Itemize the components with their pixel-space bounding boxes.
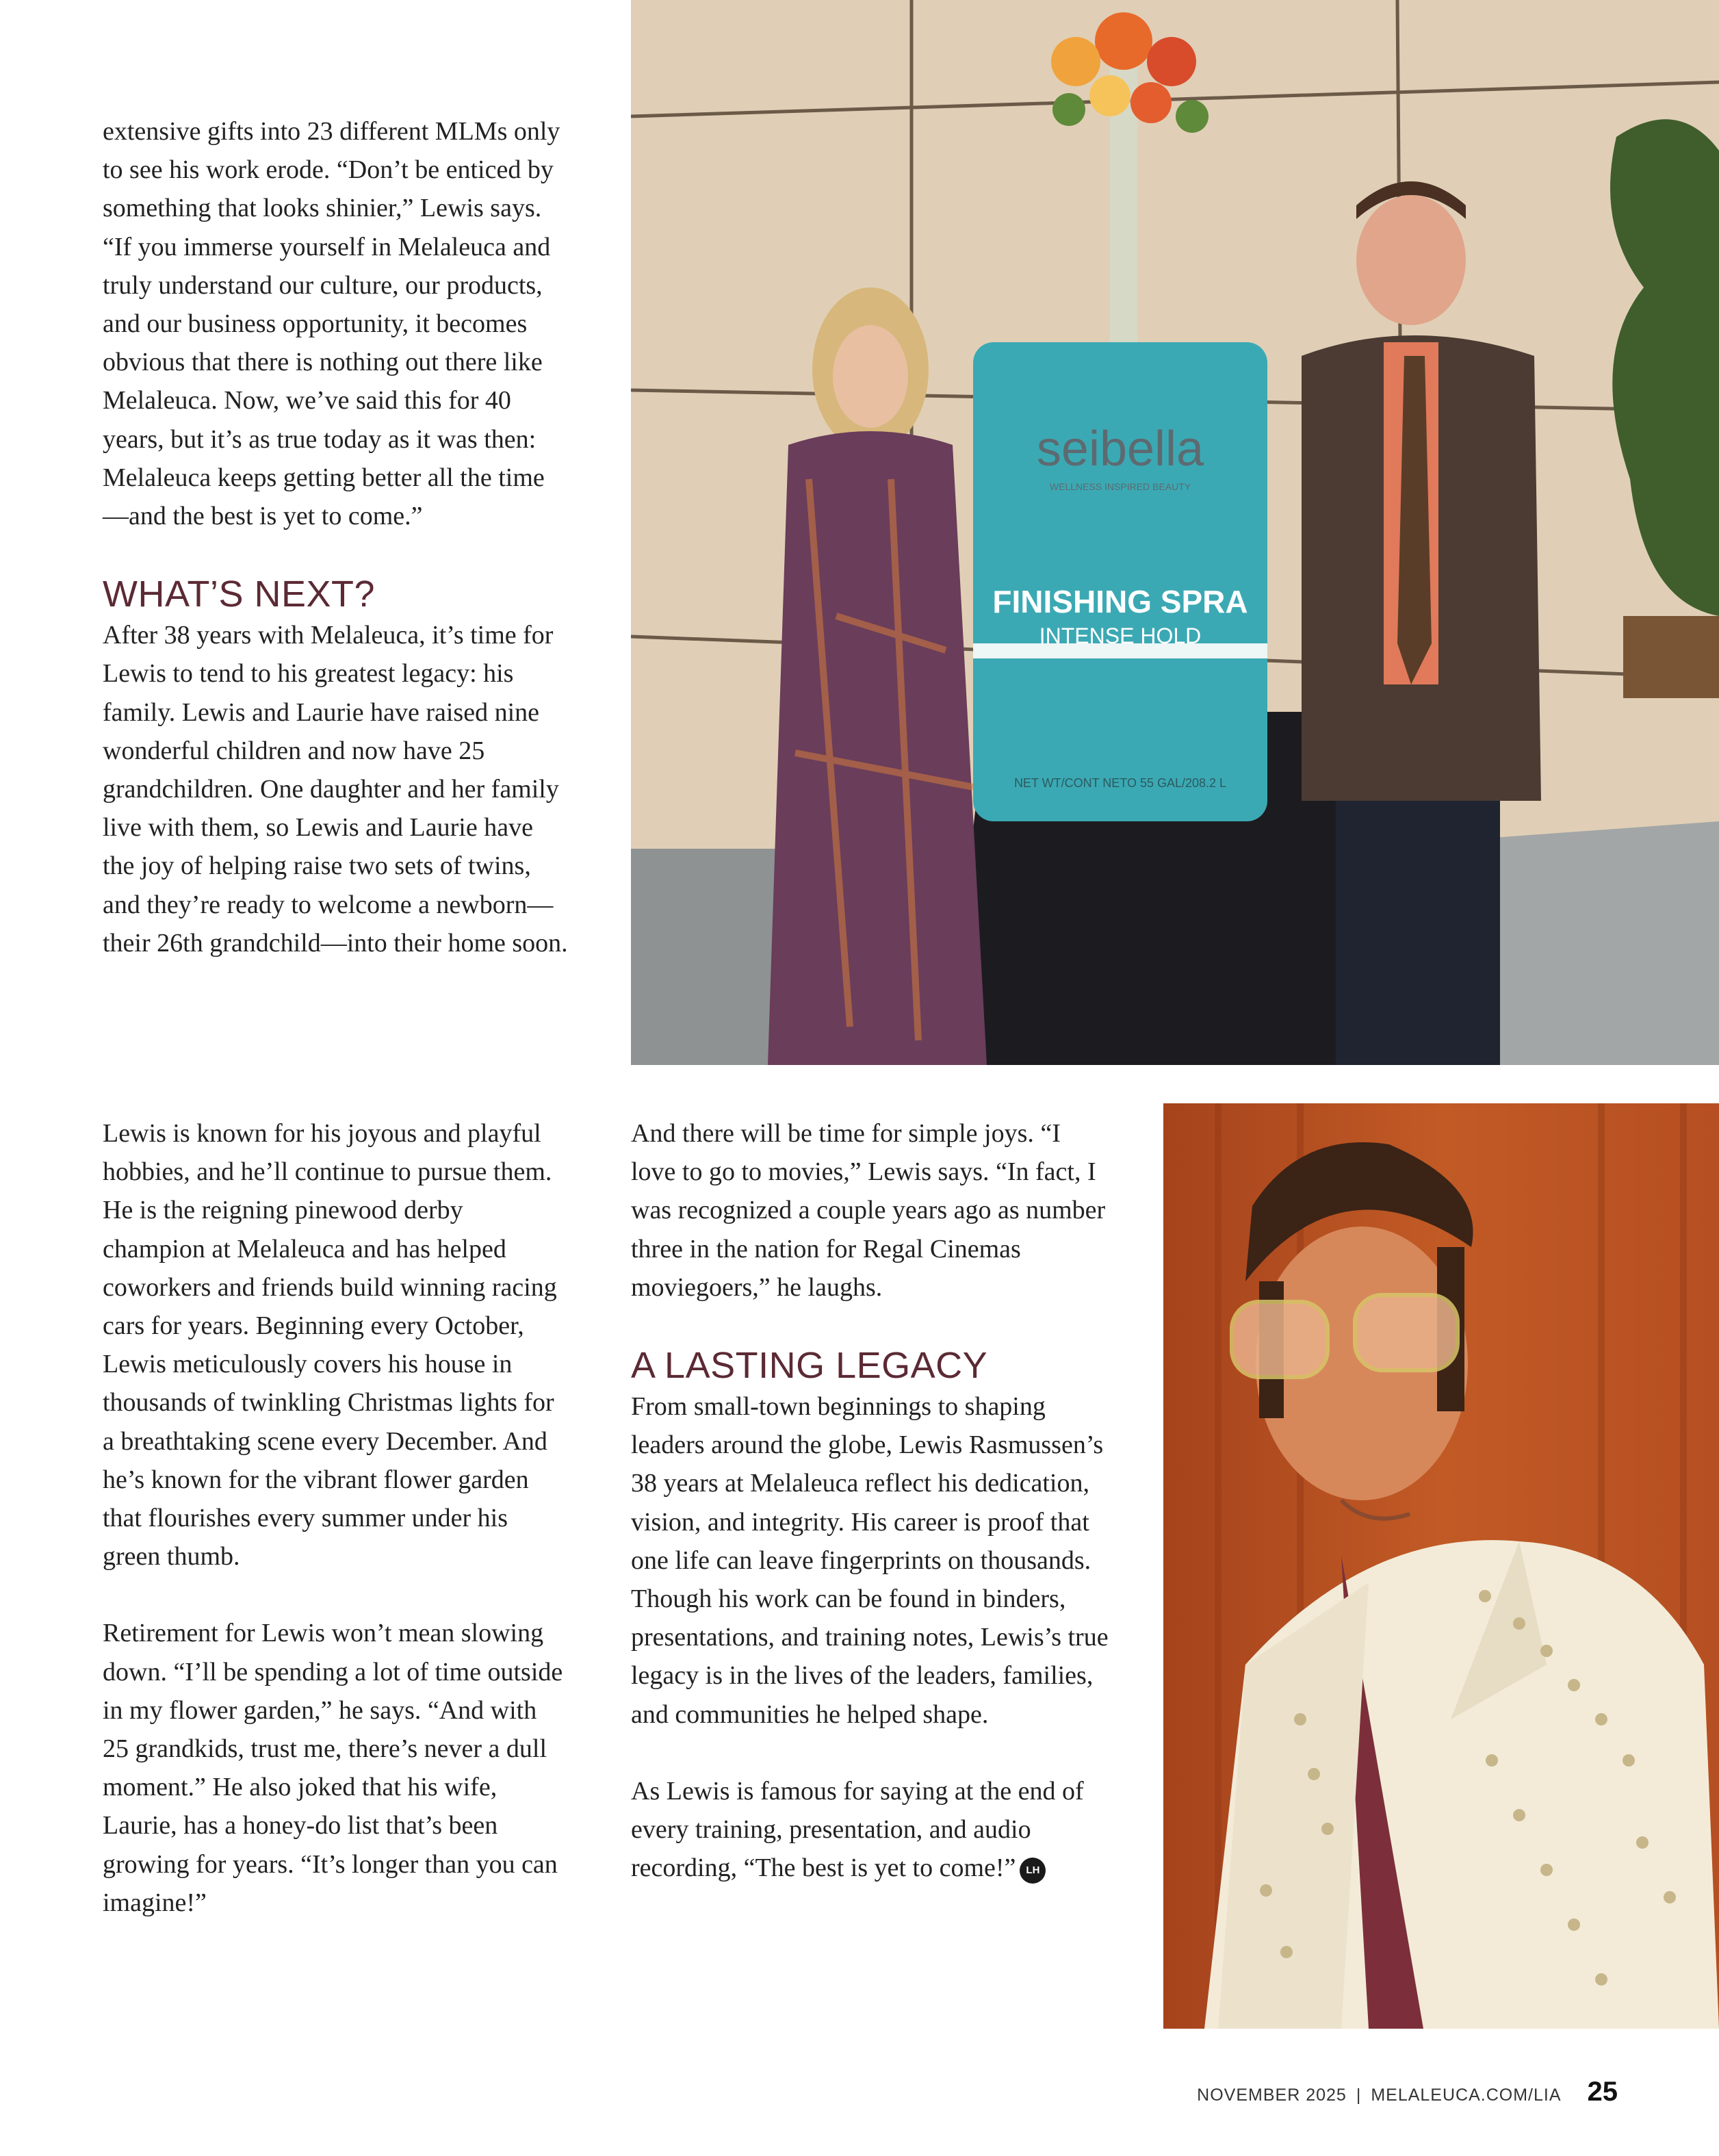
drum-subproduct-text: INTENSE HOLD xyxy=(1039,624,1202,648)
drum-brand-text: seibella xyxy=(1036,422,1204,476)
footer-issue-date: NOVEMBER 2025 xyxy=(1197,2086,1347,2105)
closing-text: As Lewis is famous for saying at the end of every training, presentation, and audio recording, “The best is yet to come!” xyxy=(631,1776,1084,1883)
end-mark-icon: LH xyxy=(1020,1858,1046,1884)
drum-weight-text: NET WT/CONT NETO 55 GAL/208.2 L xyxy=(1013,776,1227,790)
photo-elvis-illustration xyxy=(1163,1103,1719,2029)
drum-product-text: FINISHING SPRA xyxy=(992,584,1248,619)
body-paragraph: extensive gifts into 23 different MLMs only to see his work erode. “Don’t be enticed by something that looks shinier,” Lewis says. “If you immerse yourself in Melaleuca and truly understand our culture, our products, and our business opportunity, it becomes obvious that there is nothing out there like Melaleuca. Now, we’ve said this for 40 years, but it’s as true today as it was then: Melaleuca keeps getting better all the time—and the best is yet to come.” xyxy=(103,117,560,531)
body-paragraph xyxy=(631,1772,1110,1888)
drum-tagline-text: WELLNESS INSPIRED BEAUTY xyxy=(1049,481,1191,492)
page-number: 25 xyxy=(1587,2077,1618,2107)
middle-column xyxy=(631,1114,1110,1887)
left-column-bottom xyxy=(103,1114,568,1922)
page-footer xyxy=(1197,2077,1618,2107)
photo-couple-with-drum xyxy=(631,0,1719,1065)
footer-website: MELALEUCA.COM/LIA xyxy=(1371,2086,1562,2105)
body-paragraph: And there will be time for simple joys. “I love to go to movies,” Lewis says. “In fact, I was recognized a couple years ago as number three in the nation for Regal Cinemas moviegoers,” he laughs. xyxy=(631,1119,1106,1302)
section-heading-lasting-legacy: A LASTING LEGACY xyxy=(631,1345,988,1387)
photo-elvis-costume xyxy=(1163,1103,1719,2029)
body-paragraph: Lewis is known for his joyous and playful hobbies, and he’ll continue to pursue them. He is the reigning pinewood derby champion at Melaleuca and has helped coworkers and friends build winning racing cars for years. Beginning every October, Lewis meticulously covers his house in thousands of twinkling Christmas lights for a breathtaking scene every December. And he’s known for the vibrant flower garden that flourishes every summer under his green thumb. xyxy=(103,1119,557,1571)
photo-couple-illustration xyxy=(631,0,1719,1065)
body-paragraph: Retirement for Lewis won’t mean slowing down. “I’ll be spending a lot of time outside in my flower garden,” he says. “And with 25 grandkids, trust me, there’s never a dull moment.” He also joked that his wife, Laurie, has a honey-do list that’s been growing for years. “It’s longer than you can imagine!” xyxy=(103,1619,563,1917)
footer-separator: | xyxy=(1356,2086,1362,2105)
section-heading-whats-next: WHAT’S NEXT? xyxy=(103,574,376,615)
body-paragraph: After 38 years with Melaleuca, it’s time for Lewis to tend to his greatest legacy: his family. Lewis and Laurie have raised nine wonderful children and now have 25 grandchildren. One daughter and her family live with them, so Lewis and Laurie have the joy of helping raise two sets of twins, and they’re ready to welcome a newborn—their 26th grandchild—into their home soon. xyxy=(103,621,568,958)
body-paragraph: From small-town beginnings to shaping leaders around the globe, Lewis Rasmussen’s 38 years at Melaleuca reflect his dedication, vision, and integrity. His career is proof that one life can leave fingerprints on thousands. Though his work can be found in binders, presentations, and training notes, Lewis’s true legacy is in the lives of the leaders, families, and communities he helped shape. xyxy=(631,1392,1109,1729)
left-column-top xyxy=(103,112,568,962)
